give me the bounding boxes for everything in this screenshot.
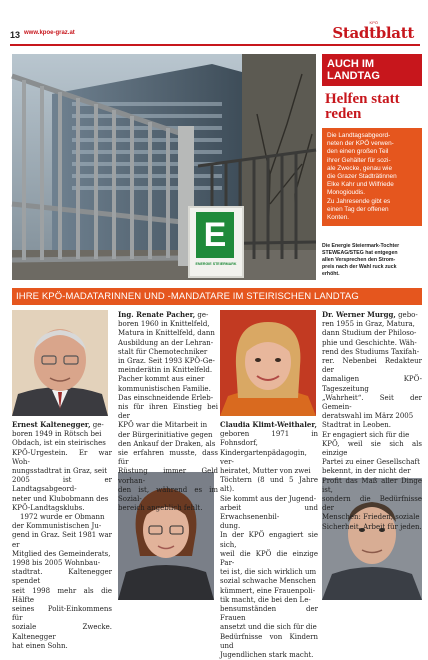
bio-line: seit 1998 mehr als die Hälfte xyxy=(12,586,112,604)
header-rule xyxy=(10,44,420,46)
member-name: Ing. Renate Pacher, xyxy=(118,310,196,319)
lead-line: den einen großen Teil xyxy=(327,148,389,156)
bio-line: deratswahl im März 2005 xyxy=(322,412,414,421)
bio-line: Das einschneidende Erleb- xyxy=(118,393,214,402)
bio-line: KPÖ-Landtagsklubs. xyxy=(12,503,85,512)
bio-line: nis für ihren Einstieg bei der xyxy=(118,403,218,421)
page-header xyxy=(0,0,428,40)
bio-line: sozial schwache Menschen xyxy=(220,577,316,586)
energie-steiermark-photo xyxy=(12,54,316,280)
bio-line: gend in Graz. Seit 1981 war er xyxy=(12,531,112,549)
lead-line: ale Zwecke, genau wie xyxy=(327,164,393,172)
caption-line: Die Energie Steiermark-Tochter xyxy=(322,243,400,249)
sidebar-lead xyxy=(322,128,422,226)
bio-line: weil die KPÖ die einzige Par- xyxy=(220,549,318,568)
bio-line: Matura in Knittelfeld, dann xyxy=(118,329,215,338)
lead-line: neten der KPÖ verwen- xyxy=(327,140,394,148)
lead-line: Zu Jahresende gibt es xyxy=(327,197,391,205)
bio-line: bereich angeblich fehlt. xyxy=(118,504,203,513)
bio-pacher xyxy=(118,310,218,513)
caption-line: allen Versprechen den Strom- xyxy=(322,257,396,263)
bio-line: Töchtern (8 und 5 Jahre alt). xyxy=(220,476,318,494)
bio-line: meinderätin in Knittelfeld. xyxy=(118,366,213,375)
bio-line: Ausbildung an der Lehran- xyxy=(118,338,214,347)
section-title: IHRE KPÖ-MADATARINNEN UND -MANDATARE IM STEIRISCHEN LANDTAG xyxy=(12,288,422,305)
bio-line: ren 1955 in Graz, Matura, xyxy=(322,320,415,329)
member-name: Claudia Klimt-Weithaler, xyxy=(220,420,317,429)
bio-line: KPÖ war die Mitarbeit in xyxy=(118,421,208,430)
bio-line: 2005 ist er Landtagsabgeord- xyxy=(12,476,112,494)
sidebar-headline: Helfen statt reden xyxy=(325,91,400,122)
bio-line: dung. xyxy=(220,522,241,531)
bio-line: in Graz. Seit 1993 KPÖ-Ge- xyxy=(118,357,215,366)
bio-line: Rüstung immer Geld vorhan- xyxy=(118,467,218,485)
portrait-kaltenegger xyxy=(12,310,108,416)
bio-line: bekennt, in der nicht der xyxy=(322,467,411,476)
bio-line: Bedürfnisse von Kindern und xyxy=(220,632,318,650)
portrait-photo xyxy=(12,310,108,416)
bio-line: Sie kommt aus der Jugend- xyxy=(220,494,317,503)
bio-line: ansetzt und die sich für die xyxy=(220,623,317,632)
bio-line: damaligen KPÖ-Tageszeitung xyxy=(322,375,422,393)
brand-prefix: KPÖ xyxy=(369,20,378,25)
lead-line: Elke Kahr und Wilfriede xyxy=(327,181,394,189)
sign-text: ENERGIE STEIERMARK xyxy=(195,262,237,266)
bio-line: 1972 wurde er Obmann xyxy=(20,513,105,522)
lead-line: einen Tag der offenen xyxy=(327,205,389,213)
caption-line: preis nach der Wahl ruck zuck xyxy=(322,264,397,270)
bio-line: den Ankauf der Draken, als xyxy=(118,439,216,448)
sign-letter: E xyxy=(196,212,234,258)
bio-line: KPÖ-Urgestein. Er war Woh- xyxy=(12,448,112,466)
bio-line: kommunistischen Familie. xyxy=(118,384,211,393)
kicker-label: AUCH IM LANDTAG xyxy=(322,54,422,86)
caption-line: STEWEAG/STEG hat entgegen xyxy=(322,250,398,256)
bio-line: Obdach, ist ein steirisches xyxy=(12,439,106,448)
gate-illustration xyxy=(12,54,316,280)
bio-line: ge- xyxy=(197,311,209,319)
bio-line: sie erfahren musste, dass für xyxy=(118,449,218,467)
bio-line: stadtrat. Kaltenegger spendet xyxy=(12,568,112,586)
bio-line: dann Studium der Philoso- xyxy=(322,329,417,338)
member-name: Ernest Kaltenegger, xyxy=(12,420,91,429)
lead-line: die Grazer Stadträtinnen xyxy=(327,173,397,181)
brand-logo: Stadtblatt xyxy=(332,24,414,42)
bio-line: der Bürgerinitiative gegen xyxy=(118,430,213,439)
bio-line: phie und Geschichte. Wäh- xyxy=(322,338,417,347)
bio-line: geboren 1971 in Fohnsdorf, xyxy=(220,430,318,448)
bio-line: Stadtrat in Leoben. xyxy=(322,421,391,430)
bio-line: den ist, während es im Sozial- xyxy=(118,485,218,504)
bio-line: Profit das Maß aller Dinge ist, xyxy=(322,476,422,494)
bio-line: stalt für Chemotechniker xyxy=(118,347,208,356)
energie-steiermark-sign xyxy=(188,206,244,278)
bio-line: Pacher kommt aus einer xyxy=(118,375,205,384)
lead-line: Monogioudis. xyxy=(327,189,366,197)
bio-line: gebo- xyxy=(398,311,418,319)
bio-line: Partei zu einer Gesellschaft xyxy=(322,458,420,467)
member-name: Dr. Werner Murgg, xyxy=(322,310,396,319)
lead-line: Die Landtagsabgeord- xyxy=(327,132,391,139)
lead-line: Konten. xyxy=(327,214,350,222)
bio-line: hat einen Sohn. xyxy=(12,641,68,650)
bio-line: Menschen: Frieden, soziale xyxy=(322,513,420,522)
bio-line: In der KPÖ engagiert sie sich, xyxy=(220,531,318,549)
bio-line: arbeit und Erwachsenenbil- xyxy=(220,503,318,522)
bio-line: tik macht, die bei den Le- xyxy=(220,595,311,604)
caption-line: erhöht. xyxy=(322,271,340,277)
bio-line: KPÖ, weil sie sich als einzige xyxy=(322,439,422,458)
bio-line: nungsstadtrat in Graz, seit xyxy=(12,467,108,476)
bio-line: tei ist, die sich wirklich um xyxy=(220,568,317,577)
bio-line: Mitglied des Gemeinderats, xyxy=(12,549,111,558)
bio-line: kümmert, eine Frauenpoli- xyxy=(220,586,316,595)
lead-line: ihrer Gehälter für sozi- xyxy=(327,156,391,164)
bio-line: sondern die Bedürfnisse der xyxy=(322,495,422,513)
bio-line: Er engagiert sich für die xyxy=(322,430,410,439)
bio-line: der Kommunistischen Ju- xyxy=(12,522,102,531)
photo-caption xyxy=(322,243,422,278)
bio-line: rer. Nebenbei Redakteur der xyxy=(322,357,422,375)
bio-line: bensumständen der Frauen xyxy=(220,605,318,623)
bio-line: Kindergartenpädagogin, ver- xyxy=(220,448,307,466)
bio-line: boren 1960 in Knittelfeld, xyxy=(118,320,210,329)
portrait-photo xyxy=(220,310,316,416)
bio-line: Jugendlichen stark macht. xyxy=(220,651,314,660)
portrait-klimt-weithaler xyxy=(220,310,316,416)
website-link[interactable]: www.kpoe-graz.at xyxy=(24,30,75,36)
bio-line: rend des Studiums Taxifah- xyxy=(322,347,420,356)
bio-line: Sicherheit, Arbeit für jeden. xyxy=(322,522,422,531)
bio-line: neter und Klubobmann des xyxy=(12,494,109,503)
bio-line: „Wahrheit“. Seit der Gemein- xyxy=(322,393,422,412)
bio-line: heiratet, Mutter von zwei xyxy=(220,467,311,476)
bio-murgg xyxy=(322,310,422,532)
bio-line: soziale Zwecke. Kaltenegger xyxy=(12,623,112,641)
page-number: 13 xyxy=(10,30,21,40)
bio-line: seines Polit-Einkommens für xyxy=(12,605,112,623)
bio-line: ge- xyxy=(92,421,104,429)
bio-kaltenegger xyxy=(12,420,112,651)
bio-line: boren 1949 in Rötsch bei xyxy=(12,430,102,439)
bio-line: 1998 bis 2005 Wohnbau- xyxy=(12,559,101,568)
bio-klimt-weithaler xyxy=(220,420,318,660)
